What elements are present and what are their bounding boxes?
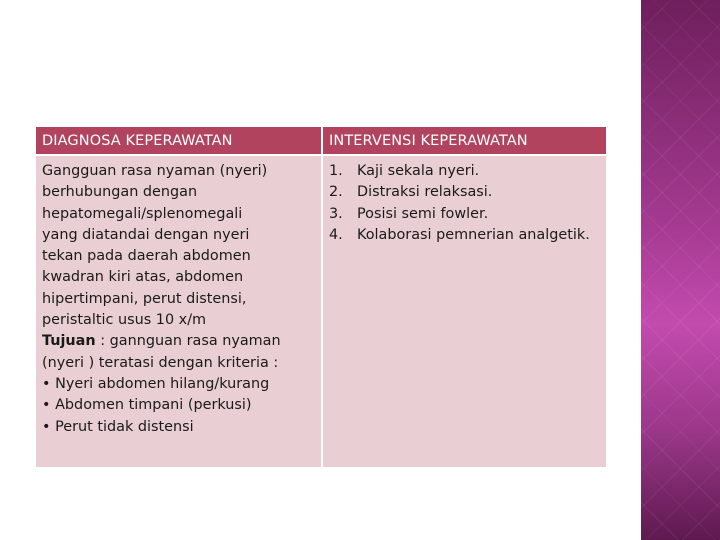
list-number: 3. xyxy=(329,205,343,222)
nursing-care-table xyxy=(36,127,606,467)
goal-line xyxy=(42,331,315,352)
list-number: 2. xyxy=(329,184,343,201)
diagnosis-cell xyxy=(36,154,323,467)
criteria-item: • Abdomen timpani (perkusi) xyxy=(42,395,315,416)
list-number: 1. xyxy=(329,163,343,179)
criteria-item: • Nyeri abdomen hilang/kurang xyxy=(42,374,315,395)
criteria-item: • Perut tidak distensi xyxy=(42,417,315,438)
decorative-side-band xyxy=(641,0,720,540)
goal-text: : gannguan rasa nyaman xyxy=(95,333,281,350)
diagnosis-line: hepatomegali/splenomegali xyxy=(42,205,243,222)
header-diagnosis: DIAGNOSA KEPERAWATAN xyxy=(36,127,323,154)
goal-text-continued: (nyeri ) teratasi dengan kriteria : xyxy=(42,354,279,371)
list-item xyxy=(329,182,600,203)
goal-label: Tujuan xyxy=(42,333,96,350)
list-text: Distraksi relaksasi. xyxy=(357,184,493,201)
diagnosis-line: yang diatandai dengan nyeri xyxy=(42,226,250,243)
list-item xyxy=(329,204,600,225)
list-number: 4. xyxy=(329,226,343,243)
table-row xyxy=(36,154,606,467)
list-text: Kolaborasi pemnerian analgetik. xyxy=(357,226,590,243)
header-intervention: INTERVENSI KEPERAWATAN xyxy=(323,127,606,154)
table-header-row xyxy=(36,127,606,154)
diagnosis-line: tekan pada daerah abdomen xyxy=(42,248,251,265)
intervention-cell xyxy=(323,154,606,467)
list-text: Posisi semi fowler. xyxy=(357,205,489,222)
list-item xyxy=(329,225,600,246)
diagnosis-line: Gangguan rasa nyaman (nyeri) xyxy=(42,163,268,179)
diagnosis-line: peristaltic usus 10 x/m xyxy=(42,312,207,329)
diagnosis-line: kwadran kiri atas, abdomen xyxy=(42,269,244,286)
diagnosis-line: hipertimpani, perut distensi, xyxy=(42,290,247,307)
diagnosis-line: berhubungan dengan xyxy=(42,184,198,201)
list-item xyxy=(329,161,600,182)
intervention-list xyxy=(329,161,600,246)
list-text: Kaji sekala nyeri. xyxy=(357,163,480,179)
